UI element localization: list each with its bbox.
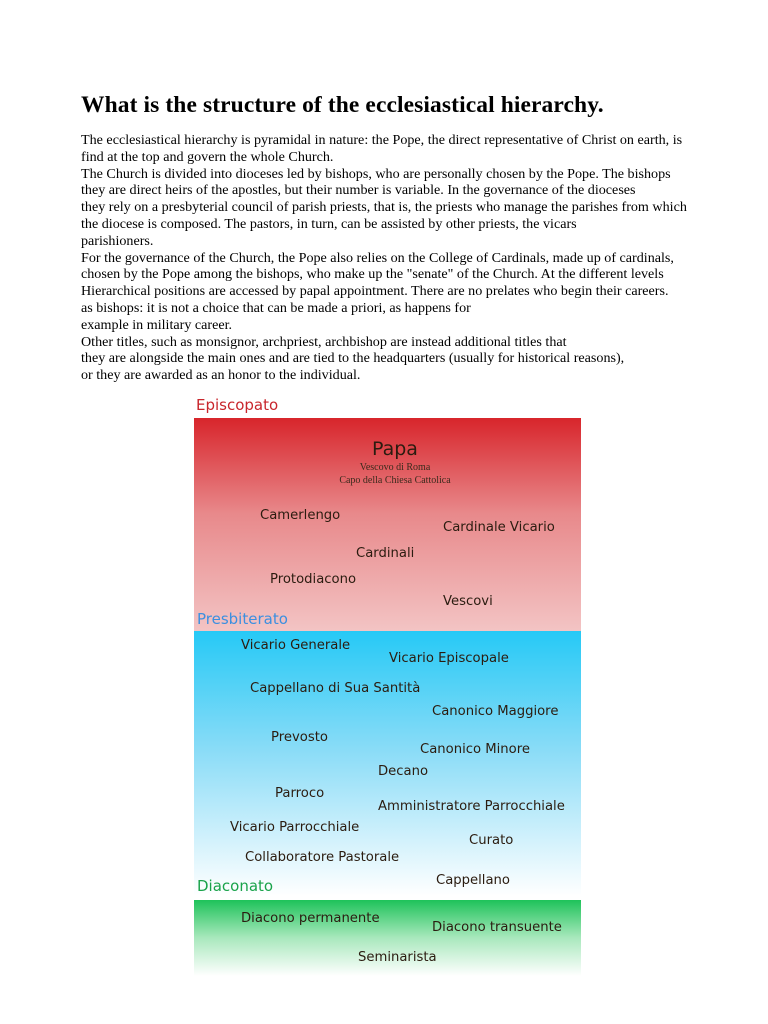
role-parroco: Parroco bbox=[275, 786, 325, 801]
role-prevosto: Prevosto bbox=[271, 730, 328, 745]
paragraph-line: or they are awarded as an honor to the individual. bbox=[81, 367, 361, 384]
role-papa-subtitle-1: Vescovo di Roma bbox=[359, 462, 431, 473]
section-label-diaconato: Diaconato bbox=[197, 877, 274, 895]
paragraph-line: Other titles, such as monsignor, archpriest, archbishop are instead additional titles that bbox=[81, 333, 567, 350]
paragraph-line: Hierarchical positions are accessed by papal appointment. There are no prelates who begin their careers. bbox=[81, 283, 669, 300]
page-title: What is the structure of the ecclesiastical hierarchy. bbox=[81, 92, 604, 118]
role-collaboratore-pastorale: Collaboratore Pastorale bbox=[245, 850, 400, 865]
paragraph-line: For the governance of the Church, the Pope also relies on the College of Cardinals, made up of cardinals, bbox=[81, 249, 674, 266]
role-protodiacono: Protodiacono bbox=[270, 572, 357, 587]
paragraph-line: chosen by the Pope among the bishops, who make up the "senate" of the Church. At the different levels bbox=[81, 266, 664, 283]
role-vicario-generale: Vicario Generale bbox=[241, 638, 351, 653]
paragraph-line: they rely on a presbyterial council of parish priests, that is, the priests who manage the parishes from which bbox=[81, 199, 687, 216]
paragraph-line: they are direct heirs of the apostles, but their number is variable. In the governance of the dioceses bbox=[81, 182, 636, 199]
paragraph-line: they are alongside the main ones and are tied to the headquarters (usually for historical reasons), bbox=[81, 350, 625, 367]
paragraph-line: example in military career. bbox=[81, 316, 233, 333]
paragraph-line: as bishops: it is not a choice that can be made a priori, as happens for bbox=[81, 299, 471, 316]
role-vicario-parrocchiale: Vicario Parrocchiale bbox=[230, 820, 360, 835]
role-cappellano-sua-santita: Cappellano di Sua Santità bbox=[250, 681, 421, 696]
role-seminarista: Seminarista bbox=[358, 950, 437, 965]
role-decano: Decano bbox=[378, 764, 429, 779]
role-cardinale-vicario: Cardinale Vicario bbox=[443, 520, 555, 535]
role-papa-subtitle-2: Capo della Chiesa Cattolica bbox=[339, 475, 451, 486]
section-label-episcopato: Episcopato bbox=[196, 396, 279, 414]
role-camerlengo: Camerlengo bbox=[260, 508, 341, 523]
role-papa: Papa bbox=[372, 438, 418, 460]
role-vescovi: Vescovi bbox=[443, 594, 493, 609]
paragraph-line: find at the top and govern the whole Church. bbox=[81, 148, 334, 165]
role-amministratore-parrocchiale: Amministratore Parrocchiale bbox=[378, 799, 565, 814]
role-diacono-transuente: Diacono transuente bbox=[432, 920, 562, 935]
paragraph-line: the diocese is composed. The pastors, in turn, can be assisted by other priests, the vicars bbox=[81, 215, 577, 232]
role-vicario-episcopale: Vicario Episcopale bbox=[389, 651, 509, 666]
paragraph-line: parishioners. bbox=[81, 232, 154, 249]
paragraph-line: The ecclesiastical hierarchy is pyramidal in nature: the Pope, the direct representative of Christ on earth, is bbox=[81, 132, 683, 148]
role-canonico-minore: Canonico Minore bbox=[420, 742, 530, 757]
paragraph-line: The Church is divided into dioceses led by bishops, who are personally chosen by the Pope. The bishops bbox=[81, 165, 671, 182]
role-cappellano: Cappellano bbox=[436, 873, 510, 888]
section-label-presbiterato: Presbiterato bbox=[197, 610, 288, 628]
role-cardinali: Cardinali bbox=[356, 546, 415, 561]
role-canonico-maggiore: Canonico Maggiore bbox=[432, 704, 559, 719]
role-diacono-permanente: Diacono permanente bbox=[241, 911, 380, 926]
role-curato: Curato bbox=[469, 833, 514, 848]
